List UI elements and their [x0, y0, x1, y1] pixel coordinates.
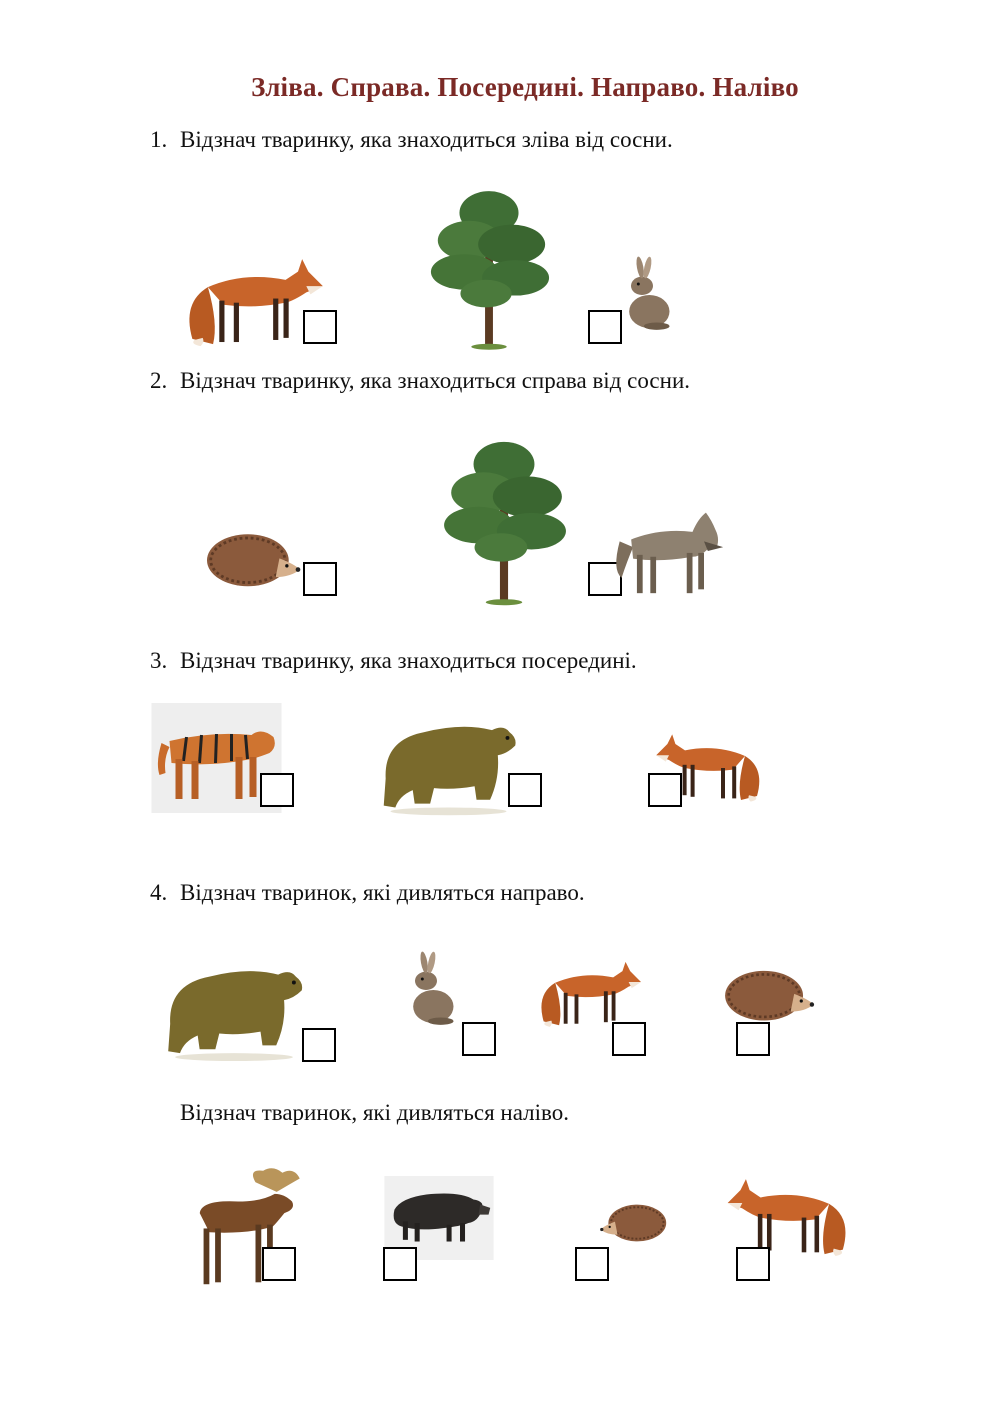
bear-icon: [376, 710, 521, 818]
checkbox-q3-tiger[interactable]: [260, 773, 294, 807]
pine-tree-icon: [438, 432, 570, 608]
question-1: [150, 127, 673, 153]
fox-icon: [650, 720, 768, 808]
question-number: 2.: [150, 368, 168, 393]
fox-icon: [535, 948, 645, 1033]
subtask-text: Відзнач тваринок, які дивляться наліво.: [180, 1100, 569, 1125]
bear-icon: [160, 955, 308, 1063]
checkbox-q1-fox[interactable]: [303, 310, 337, 344]
wolf-icon: [612, 502, 727, 600]
checkbox-q1-rabbit[interactable]: [588, 310, 622, 344]
hedgehog-icon: [200, 525, 305, 590]
question-number: 4.: [150, 880, 168, 905]
checkbox-q4-fox[interactable]: [612, 1022, 646, 1056]
question-2: [150, 368, 690, 394]
checkbox-q4b-boar[interactable]: [383, 1247, 417, 1281]
hedgehog-icon: [592, 1198, 676, 1244]
rabbit-icon: [620, 255, 675, 335]
question-number: 3.: [150, 648, 168, 673]
question-4: [150, 880, 585, 906]
question-text: Відзнач тваринку, яка знаходиться посередині.: [180, 648, 637, 673]
checkbox-q2-hedgehog[interactable]: [303, 562, 337, 596]
checkbox-q4-rabbit[interactable]: [462, 1022, 496, 1056]
checkbox-q3-bear[interactable]: [508, 773, 542, 807]
checkbox-q4b-moose[interactable]: [262, 1247, 296, 1281]
pine-tree-icon: [425, 182, 553, 352]
checkbox-q4b-hedgehog[interactable]: [575, 1247, 609, 1281]
question-text: Відзнач тваринку, яка знаходиться справа від сосни.: [180, 368, 691, 393]
question-number: 1.: [150, 127, 168, 152]
checkbox-q4b-fox[interactable]: [736, 1247, 770, 1281]
question-text: Відзнач тваринок, які дивляться направо.: [180, 880, 585, 905]
page-title: Зліва. Справа. Посередині. Направо. Наліво: [251, 72, 799, 102]
question-3: [150, 648, 637, 674]
checkbox-q4-bear[interactable]: [302, 1028, 336, 1062]
hedgehog-icon: [716, 962, 821, 1024]
checkbox-q4-hedgehog[interactable]: [736, 1022, 770, 1056]
rabbit-icon: [404, 950, 459, 1030]
question-text: Відзнач тваринку, яка знаходиться зліва від сосни.: [180, 127, 673, 152]
